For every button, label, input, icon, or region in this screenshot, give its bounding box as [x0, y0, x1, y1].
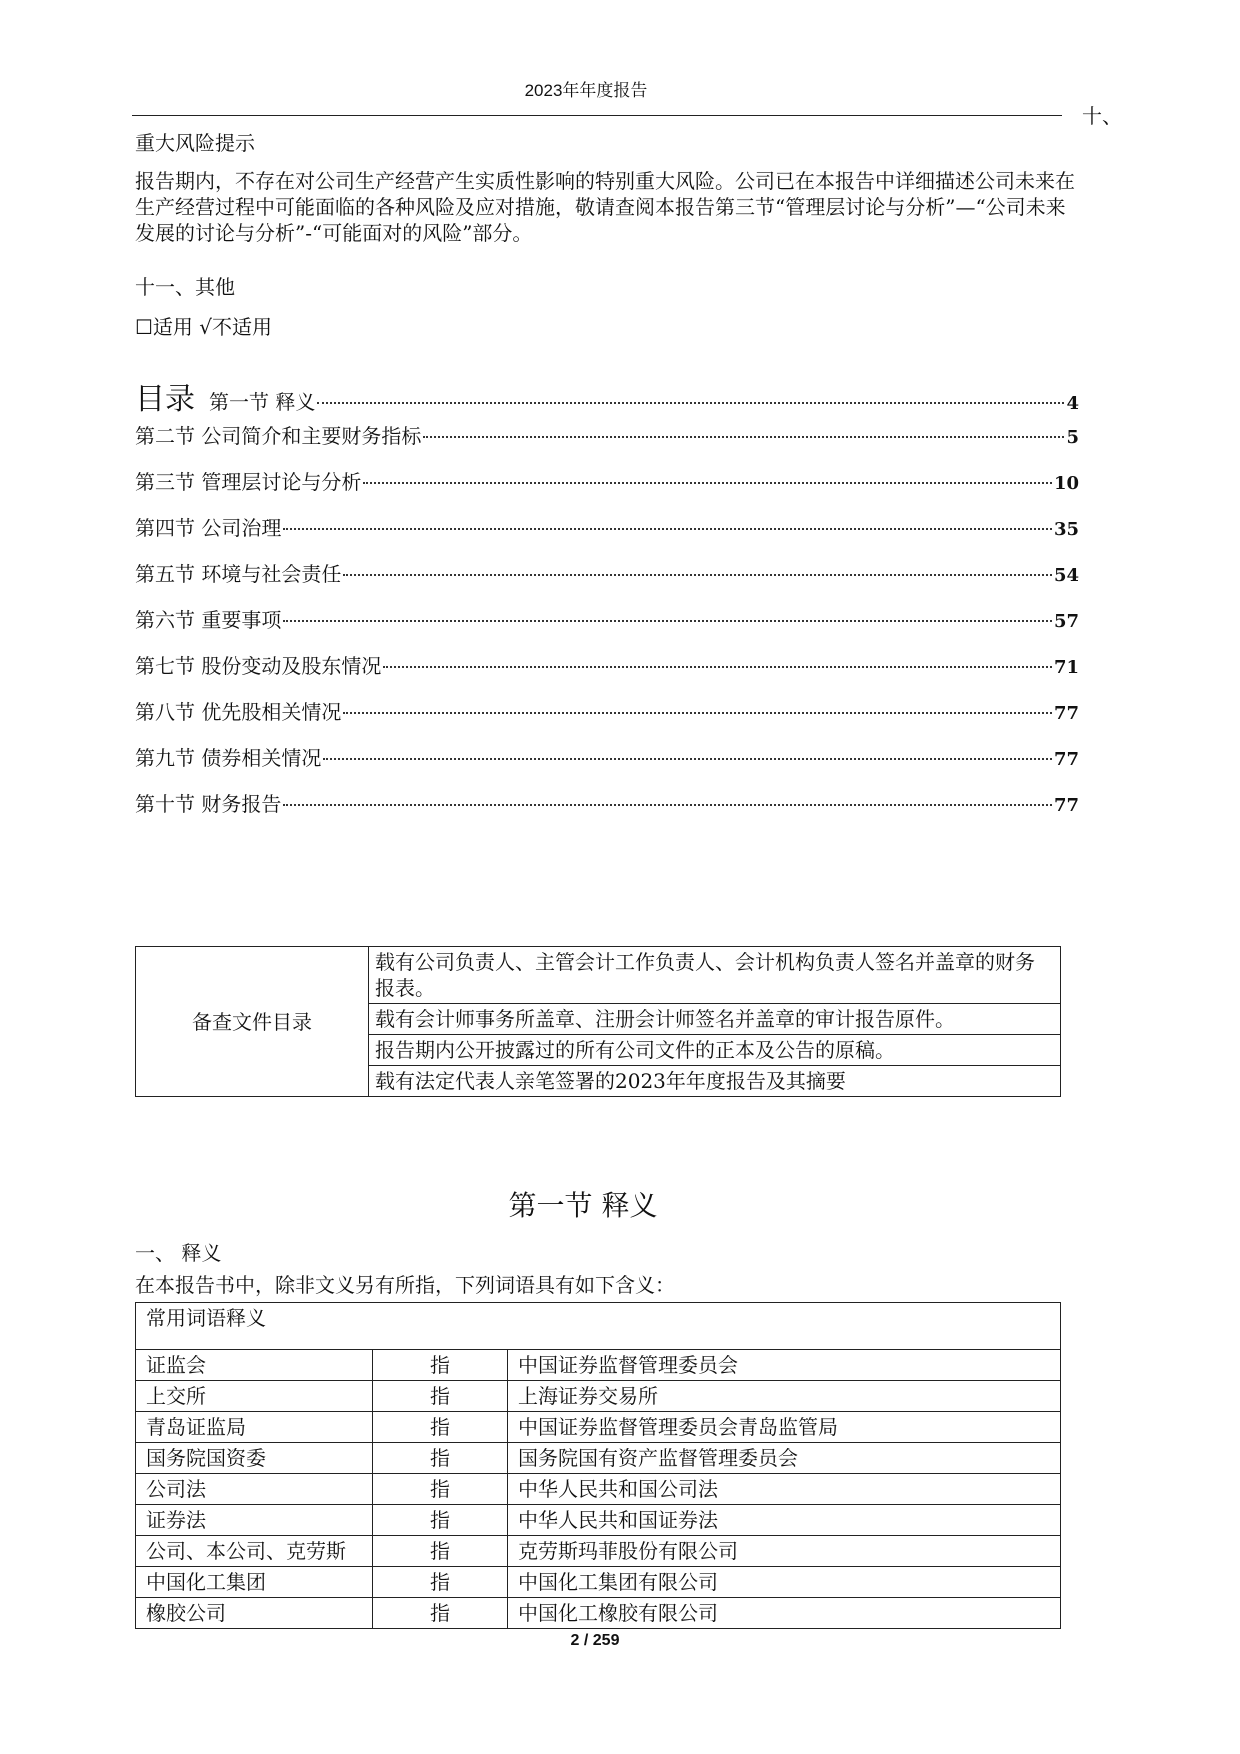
toc-leader — [283, 804, 1052, 806]
definitions-table-caption: 常用词语释义 — [136, 1303, 1061, 1350]
toc-leader — [423, 436, 1064, 438]
term-cell: 国务院国资委 — [136, 1443, 373, 1474]
ref-cell: 指 — [373, 1598, 508, 1629]
toc-entry-page: 57 — [1053, 611, 1079, 632]
meaning-cell: 上海证券交易所 — [508, 1381, 1061, 1412]
toc-entry[interactable] — [135, 696, 1079, 742]
meaning-cell: 中国证券监督管理委员会 — [508, 1350, 1061, 1381]
reference-file-item: 载有公司负责人、主管会计工作负责人、会计机构负责人签名并盖章的财务报表。 — [369, 947, 1061, 1004]
meaning-cell: 中国证券监督管理委员会青岛监管局 — [508, 1412, 1061, 1443]
toc-entry-label: 第二节 公司简介和主要财务指标 — [135, 424, 422, 448]
term-cell: 上交所 — [136, 1381, 373, 1412]
ref-cell: 指 — [373, 1381, 508, 1412]
header-divider — [132, 115, 1062, 116]
ref-cell: 指 — [373, 1567, 508, 1598]
header-corner-text: 十、 — [1082, 104, 1122, 128]
toc-entry-page: 77 — [1053, 795, 1079, 816]
toc-entry[interactable] — [135, 512, 1079, 558]
toc-leader — [323, 758, 1052, 760]
toc-entry[interactable] — [135, 466, 1079, 512]
toc-entry-label: 第四节 公司治理 — [135, 516, 282, 540]
term-cell: 证监会 — [136, 1350, 373, 1381]
ref-cell: 指 — [373, 1505, 508, 1536]
meaning-cell: 克劳斯玛菲股份有限公司 — [508, 1536, 1061, 1567]
table-row — [136, 1412, 1061, 1443]
toc-entry-label: 第一节 释义 — [209, 390, 316, 414]
other-title: 十一、其他 — [135, 275, 235, 299]
toc-heading: 目录 — [135, 382, 195, 417]
toc-entry-label: 第五节 环境与社会责任 — [135, 562, 342, 586]
toc-entry-label: 第九节 债券相关情况 — [135, 746, 322, 770]
ref-cell: 指 — [373, 1474, 508, 1505]
toc-entry-label: 第十节 财务报告 — [135, 792, 282, 816]
ref-cell: 指 — [373, 1412, 508, 1443]
toc-leader — [363, 482, 1052, 484]
toc-entry-label: 第三节 管理层讨论与分析 — [135, 470, 362, 494]
toc-entry-page: 77 — [1053, 703, 1079, 724]
reference-file-item: 报告期内公开披露过的所有公司文件的正本及公告的原稿。 — [369, 1035, 1061, 1066]
toc-entry-page: 77 — [1053, 749, 1079, 770]
meaning-cell: 中国化工集团有限公司 — [508, 1567, 1061, 1598]
definitions-intro: 在本报告书中，除非文义另有所指，下列词语具有如下含义： — [135, 1273, 675, 1297]
toc-entry[interactable] — [135, 650, 1079, 696]
toc-entry[interactable] — [135, 788, 1079, 834]
meaning-cell: 国务院国有资产监督管理委员会 — [508, 1443, 1061, 1474]
toc-entry-page: 5 — [1066, 427, 1079, 448]
toc-leader — [283, 528, 1052, 530]
meaning-cell: 中国化工橡胶有限公司 — [508, 1598, 1061, 1629]
ref-cell: 指 — [373, 1350, 508, 1381]
table-row — [136, 1443, 1061, 1474]
toc-entry-page: 10 — [1053, 473, 1079, 494]
toc-entry[interactable] — [135, 374, 1079, 420]
term-cell: 证券法 — [136, 1505, 373, 1536]
applicability-options: ☐适用 √不适用 — [135, 315, 273, 339]
table-row — [136, 1598, 1061, 1629]
meaning-cell: 中华人民共和国证券法 — [508, 1505, 1061, 1536]
risk-body: 报告期内，不存在对公司生产经营产生实质性影响的特别重大风险。公司已在本报告中详细描述公司未来在生产经营过程中可能面临的各种风险及应对措施，敬请查阅本报告第三节“管理层讨论与分析”—“公司未来发展的讨论与分析”-“可能面对的风险”部分。 — [135, 169, 1075, 245]
toc-entry-page: 71 — [1053, 657, 1079, 678]
toc-leader — [383, 666, 1052, 668]
term-cell: 中国化工集团 — [136, 1567, 373, 1598]
toc-entry-label: 第六节 重要事项 — [135, 608, 282, 632]
definitions-table — [135, 1302, 1061, 1629]
toc-leader — [317, 402, 1064, 404]
risk-title: 重大风险提示 — [135, 131, 255, 155]
reference-files-table — [135, 946, 1061, 1097]
toc-entry-page: 4 — [1066, 393, 1079, 414]
term-cell: 青岛证监局 — [136, 1412, 373, 1443]
report-header-title: 2023年年度报告 — [524, 81, 648, 100]
toc-entry-page: 54 — [1053, 565, 1079, 586]
term-cell: 公司法 — [136, 1474, 373, 1505]
table-row — [136, 1536, 1061, 1567]
table-of-contents — [135, 374, 1079, 834]
ref-cell: 指 — [373, 1536, 508, 1567]
reference-files-label: 备查文件目录 — [136, 947, 369, 1097]
toc-entry-label: 第八节 优先股相关情况 — [135, 700, 342, 724]
meaning-cell: 中华人民共和国公司法 — [508, 1474, 1061, 1505]
toc-entry[interactable] — [135, 558, 1079, 604]
toc-leader — [283, 620, 1052, 622]
reference-file-item: 载有法定代表人亲笔签署的2023年年度报告及其摘要 — [369, 1066, 1061, 1097]
ref-cell: 指 — [373, 1443, 508, 1474]
toc-entry-label: 第七节 股份变动及股东情况 — [135, 654, 382, 678]
toc-entry[interactable] — [135, 420, 1079, 466]
page-number: 2 / 259 — [570, 1632, 620, 1649]
table-row — [136, 1567, 1061, 1598]
toc-leader — [343, 712, 1052, 714]
reference-file-item: 载有会计师事务所盖章、注册会计师签名并盖章的审计报告原件。 — [369, 1004, 1061, 1035]
definitions-subheading: 一、 释义 — [135, 1241, 222, 1265]
toc-entry[interactable] — [135, 604, 1079, 650]
table-row — [136, 1505, 1061, 1536]
table-row — [136, 1381, 1061, 1412]
toc-leader — [343, 574, 1052, 576]
table-row — [136, 1474, 1061, 1505]
term-cell: 橡胶公司 — [136, 1598, 373, 1629]
toc-entry-page: 35 — [1053, 519, 1079, 540]
term-cell: 公司、本公司、克劳斯 — [136, 1536, 373, 1567]
toc-entry[interactable] — [135, 742, 1079, 788]
section-title: 第一节 释义 — [508, 1189, 658, 1222]
table-row — [136, 1350, 1061, 1381]
